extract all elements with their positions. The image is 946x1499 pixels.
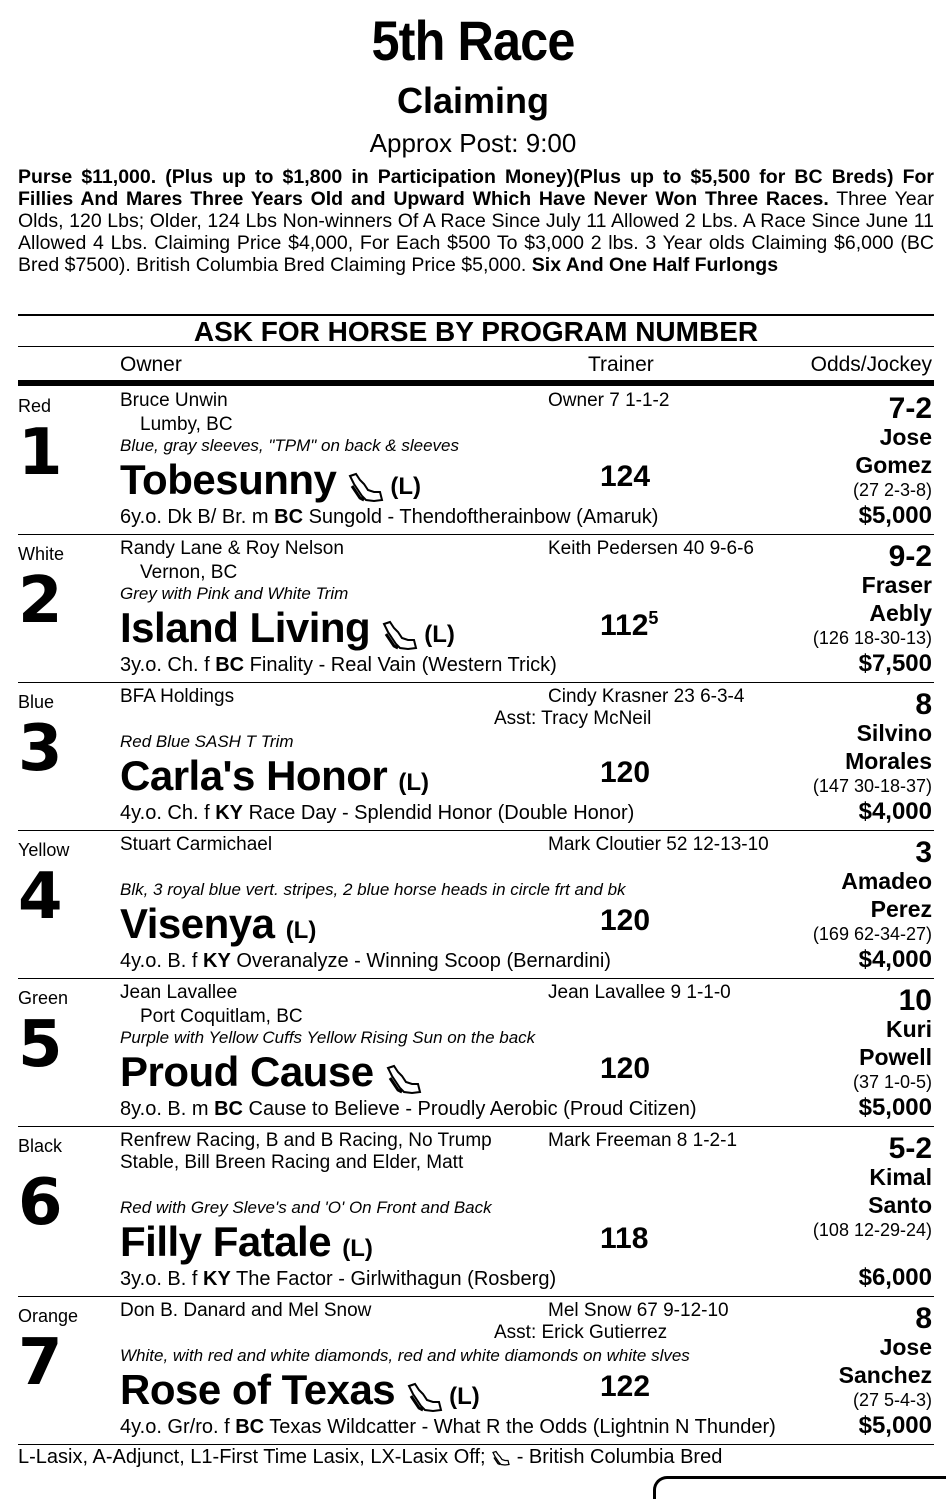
silks-description: Purple with Yellow Cuffs Yellow Rising Sun on the back [120, 1028, 536, 1047]
jockey-last-name: Santo [868, 1192, 932, 1218]
silks-description: White, with red and white diamonds, red and white diamonds on white slves [120, 1346, 690, 1365]
breeding-pedigree: Texas Wildcatter - What R the Odds (Lightnin N Thunder) [264, 1416, 776, 1438]
weight [600, 756, 650, 790]
morning-line-odds: 3 [915, 836, 932, 869]
program-number: 6 [18, 1166, 63, 1240]
owner-line: Stuart Carmichael [120, 834, 273, 855]
horse-name-text: Proud Cause [120, 1048, 374, 1095]
bc-map-icon [384, 1058, 424, 1092]
saddle-cloth-color: Orange [18, 1306, 79, 1326]
program-number: 7 [18, 1326, 63, 1400]
breeding-pedigree: Sungold - Thendoftherainbow (Amaruk) [303, 506, 659, 528]
jockey-first-name: Kuri [886, 1016, 932, 1042]
weight [600, 904, 650, 938]
silks-description: Grey with Pink and White Trim [120, 584, 349, 603]
jockey-first-name: Jose [879, 1334, 932, 1360]
owner-line: Renfrew Racing, B and B Racing, No Trump [120, 1130, 492, 1151]
weight-value: 120 [600, 904, 651, 937]
assistant-trainer: Asst: Erick Gutierrez [494, 1322, 668, 1343]
claiming-price: $4,000 [858, 798, 932, 825]
breeding-origin: KY [203, 1268, 231, 1290]
jockey-first-name: Fraser [861, 572, 932, 598]
breeding-origin: BC [235, 1416, 265, 1438]
saddle-cloth-color: White [18, 544, 65, 564]
morning-line-odds: 5-2 [888, 1132, 932, 1165]
odds-jockey-header: Odds/Jockey [810, 353, 932, 376]
owner-name [120, 686, 234, 708]
breeding-age-sex: 6y.o. Dk B/ Br. m [120, 506, 275, 528]
saddle-cloth-color: Blue [18, 692, 55, 712]
horse-name-text: Tobesunny [120, 456, 337, 503]
horse-name-text: Rose of Texas [120, 1366, 396, 1413]
breeding-line [120, 1098, 697, 1121]
silks-description: Blue, gray sleeves, "TPM" on back & sleeves [120, 436, 459, 455]
conditions-purse: Purse $11,000. (Plus up to $1,800 in Participation Money)(Plus up to $5,500 for BC Breds) For Fillies And Mares Three Years Old and Upward Which Have Never Won Three Races. [18, 166, 934, 210]
trainer-name: Keith Pedersen 40 9-6-6 [548, 538, 754, 559]
lasix-indicator: (L) [449, 1383, 480, 1410]
jockey-last-name: Aebly [869, 600, 932, 626]
breeding-pedigree: Overanalyze - Winning Scoop (Bernardini) [230, 950, 611, 972]
bc-map-icon [380, 614, 420, 648]
breeding-origin: BC [214, 1098, 243, 1120]
race-type: Claiming [396, 80, 549, 121]
program-number: 1 [18, 416, 63, 490]
jockey-stats: (37 1-0-5) [852, 1072, 932, 1092]
morning-line-odds: 8 [915, 688, 932, 721]
owner-name [120, 1130, 492, 1174]
breeding-line [120, 654, 557, 677]
weight [600, 460, 650, 494]
claiming-price: $7,500 [858, 650, 932, 677]
silks-description: Red with Grey Sleve's and 'O' On Front and Back [120, 1198, 492, 1217]
silks-description: Blk, 3 royal blue vert. stripes, 2 blue horse heads in circle frt and bk [120, 880, 626, 899]
breeding-pedigree: The Factor - Girlwithagun (Rosberg) [230, 1268, 557, 1290]
post-time: Approx Post: 9:00 [369, 128, 577, 158]
breeding-pedigree: Finality - Real Vain (Western Trick) [244, 654, 557, 676]
entry-row [18, 1296, 934, 1445]
jockey-stats: (147 30-18-37) [812, 776, 932, 796]
entry-row [18, 682, 934, 831]
owner-line-2: Stable, Bill Breen Racing and Elder, Matt [120, 1152, 464, 1173]
program-number: 4 [18, 860, 63, 934]
breeding-origin: KY [215, 802, 244, 824]
entry-row [18, 978, 934, 1127]
breeding-age-sex: 3y.o. Ch. f [120, 654, 216, 676]
claiming-price: $5,000 [858, 1412, 932, 1439]
breeding-line [120, 802, 634, 825]
breeding-age-sex: 4y.o. Gr/ro. f [120, 1416, 236, 1438]
claiming-price: $6,000 [858, 1264, 932, 1291]
jockey-last-name: Perez [870, 896, 932, 922]
horse-name [120, 456, 421, 504]
legend [18, 1446, 722, 1469]
owner-name [120, 390, 228, 412]
breeding-origin: KY [203, 950, 231, 972]
weight-allowance: 5 [648, 608, 659, 628]
horse-name [120, 1366, 480, 1414]
horse-name-text: Filly Fatale [120, 1218, 332, 1265]
weight-value: 122 [600, 1370, 651, 1403]
weight-value: 112 [600, 609, 649, 642]
saddle-cloth-color: Red [18, 396, 52, 416]
jockey-first-name: Kimal [869, 1164, 932, 1190]
race-title: 5th Race [371, 9, 575, 72]
program-number: 5 [18, 1008, 63, 1082]
owner-line: Randy Lane & Roy Nelson [120, 538, 344, 559]
assistant-trainer: Asst: Tracy McNeil [494, 708, 652, 729]
weight [600, 1052, 650, 1086]
owner-line: Bruce Unwin [120, 390, 228, 411]
horse-name-text: Carla's Honor [120, 752, 388, 799]
lasix-indicator: (L) [285, 917, 317, 944]
entry-row [18, 1126, 934, 1297]
breeding-age-sex: 4y.o. B. f [120, 950, 203, 972]
breeding-pedigree: Cause to Believe - Proudly Aerobic (Proud Citizen) [243, 1098, 697, 1120]
conditions-details: Three Year Olds, 120 Lbs; Older, 124 Lbs Non-winners Of A Race Since July 11 Allowed 2 Lbs. A Race Since June 11 Allowed 4 Lbs. Claiming Price $4,000, For Each $500 To $3,000 2 lbs. 3 Year olds Claiming $6,000 (BC Bred $7500). British Columbia Bred Claiming Price $5,000. [18, 188, 934, 276]
conditions-distance: Six And One Half Furlongs [531, 254, 779, 276]
race-conditions [18, 166, 934, 276]
horse-name [120, 1218, 373, 1266]
owner-name [120, 834, 272, 856]
claiming-price: $5,000 [858, 502, 932, 529]
owner-location: Vernon, BC [140, 562, 238, 583]
jockey-first-name: Silvino [856, 720, 932, 746]
jockey-stats: (126 18-30-13) [812, 628, 932, 648]
weight-value: 124 [600, 460, 651, 493]
owner-line: Jean Lavallee [120, 982, 238, 1003]
trainer-name: Mel Snow 67 9-12-10 [548, 1300, 729, 1321]
saddle-cloth-color: Green [18, 988, 69, 1008]
trainer-header: Trainer [588, 353, 654, 376]
jockey-stats: (27 5-4-3) [852, 1390, 932, 1410]
weight-value: 120 [600, 1052, 651, 1085]
weight-value: 120 [600, 756, 651, 789]
owner-line: Don B. Danard and Mel Snow [120, 1300, 372, 1321]
silks-description: Red Blue SASH T Trim [120, 732, 294, 751]
breeding-age-sex: 8y.o. B. m [120, 1098, 215, 1120]
horse-name [120, 900, 316, 948]
bc-map-icon [491, 1449, 511, 1467]
breeding-line [120, 1268, 556, 1291]
trainer-name: Jean Lavallee 9 1-1-0 [548, 982, 731, 1003]
breeding-pedigree: Race Day - Splendid Honor (Double Honor) [243, 802, 635, 824]
saddle-cloth-color: Black [18, 1136, 63, 1156]
morning-line-odds: 8 [915, 1302, 932, 1335]
lasix-indicator: (L) [398, 769, 430, 796]
horse-name [120, 604, 455, 652]
legend-text-pre: L-Lasix, A-Adjunct, L1-First Time Lasix, LX-Lasix Off; [18, 1446, 492, 1468]
breeding-line [120, 1416, 776, 1439]
horse-name-text: Visenya [120, 900, 275, 947]
breeding-line [120, 506, 658, 529]
ask-banner: ASK FOR HORSE BY PROGRAM NUMBER [18, 314, 934, 348]
bc-map-icon [346, 466, 386, 500]
program-number: 3 [18, 712, 63, 786]
jockey-first-name: Amadeo [841, 868, 932, 894]
horse-name-text: Island Living [120, 604, 371, 651]
owner-header: Owner [120, 353, 182, 376]
owner-name [120, 538, 344, 560]
breeding-origin: BC [215, 654, 245, 676]
owner-location: Port Coquitlam, BC [140, 1006, 303, 1027]
bc-map-icon [405, 1376, 445, 1410]
jockey-last-name: Morales [845, 748, 932, 774]
morning-line-odds: 7-2 [888, 392, 932, 425]
horse-name [120, 1048, 428, 1096]
weight [600, 608, 658, 643]
lasix-indicator: (L) [342, 1235, 373, 1262]
trainer-name: Mark Freeman 8 1-2-1 [548, 1130, 738, 1151]
trainer-name: Owner 7 1-1-2 [548, 390, 670, 411]
page-corner-decoration [653, 1476, 946, 1499]
owner-line: BFA Holdings [120, 686, 235, 707]
trainer-name: Cindy Krasner 23 6-3-4 [548, 686, 745, 707]
breeding-line [120, 950, 611, 973]
jockey-stats: (27 2-3-8) [852, 480, 932, 500]
owner-location: Lumby, BC [140, 414, 233, 435]
breeding-origin: BC [274, 506, 304, 528]
morning-line-odds: 9-2 [888, 540, 932, 573]
program-number: 2 [18, 564, 63, 638]
jockey-last-name: Sanchez [838, 1362, 932, 1388]
jockey-stats: (169 62-34-27) [812, 924, 932, 944]
entry-row [18, 534, 934, 683]
claiming-price: $5,000 [858, 1094, 932, 1121]
claiming-price: $4,000 [858, 946, 932, 973]
morning-line-odds: 10 [898, 984, 932, 1017]
lasix-indicator: (L) [390, 473, 422, 500]
weight [600, 1370, 650, 1404]
owner-name [120, 982, 237, 1004]
trainer-name: Mark Cloutier 52 12-13-10 [548, 834, 769, 855]
jockey-first-name: Jose [879, 424, 932, 450]
weight [600, 1222, 648, 1256]
jockey-last-name: Powell [859, 1044, 932, 1070]
column-headers [18, 346, 934, 381]
entry-row [18, 830, 934, 979]
weight-value: 118 [600, 1222, 649, 1255]
lasix-indicator: (L) [424, 621, 455, 648]
entry-row [18, 386, 934, 535]
breeding-age-sex: 4y.o. Ch. f [120, 802, 216, 824]
saddle-cloth-color: Yellow [18, 840, 70, 860]
horse-name [120, 752, 429, 800]
jockey-last-name: Gomez [855, 452, 932, 478]
jockey-stats: (108 12-29-24) [812, 1220, 932, 1240]
breeding-age-sex: 3y.o. B. f [120, 1268, 203, 1290]
legend-text-post: - British Columbia Bred [511, 1446, 723, 1468]
owner-name [120, 1300, 371, 1322]
